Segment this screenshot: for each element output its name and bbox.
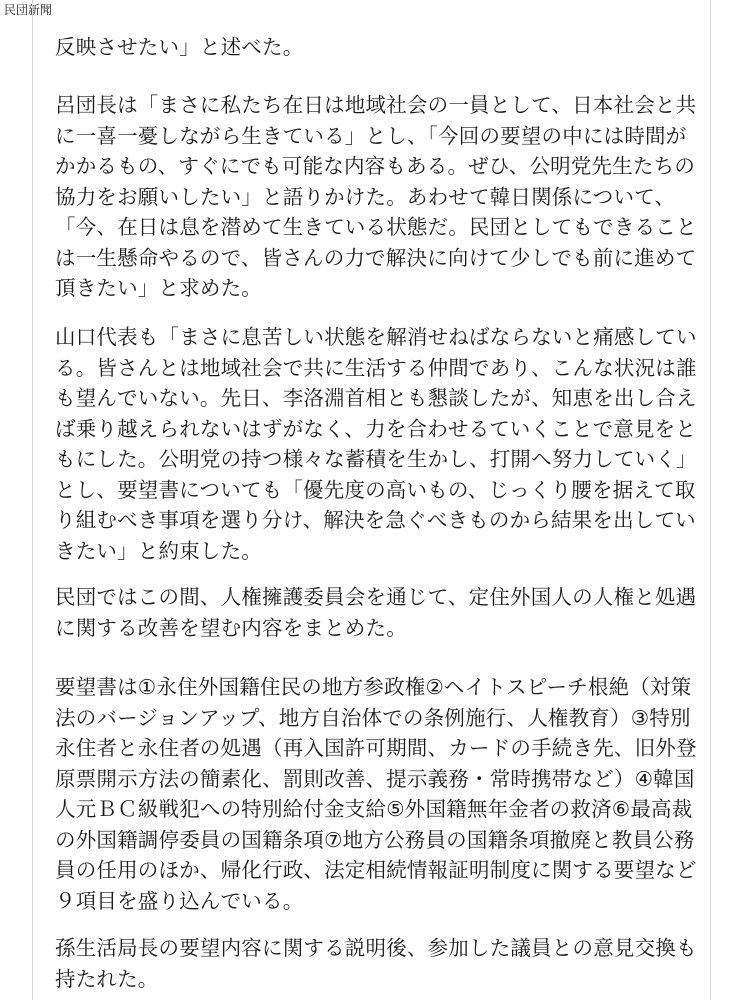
article-paragraph: 要望書は①永住外国籍住民の地方参政権②ヘイトスピーチ根絶（対策 法のバージョンアップ、地方自治体での条例施行、人権教育）③特別 永住者と永住者の処遇（再入国許可期間、カードの手続き先、旧外登 原票開示方法の簡素化、罰則改善、提示義務・常時携帯など）④韓国 人元ＢＣ級戦犯への特別給付金支給⑤外国籍無年金者の救済⑥最高裁 の外国籍調停委員の国籍条項⑦地方公務員の国籍条項撤廃と教員公務 員の任用のほか、帰化行政、法定相続情報証明制度に関する要望など ９項目を盛り込んでいる。 (55, 675, 697, 913)
article-paragraph: 孫生活局長の要望内容に関する説明後、参加した議員との意見交換も 持たれた。 (55, 936, 697, 991)
source-label: 民団新聞 (4, 3, 53, 17)
article-paragraph: 山口代表も「まさに息苦しい状態を解消せねばならないと痛感してい る。皆さんとは地域社会で共に生活する仲間であり、こんな状況は誰 も望んでいない。先日、李洛淵首相とも懇談したが、知恵を出し合え ば乗り越えられないはずがなく、力を合わせるていくことで意見をと もにした。公明党の持つ様々な蓄積を生かし、打開へ努力していく」 とし、要望書についても「優先度の高いもの、じっくり腰を据えて取 り組むべき事項を選り分け、解決を急ぐべきものから結果を出してい きたい」と約束した。 (55, 325, 697, 563)
article-paragraph: 民団ではこの間、人権擁護委員会を通じて、定住外国人の人権と処遇 に関する改善を望む内容をまとめた。 (55, 585, 697, 640)
article-body (32, 0, 711, 1000)
article-paragraph: 呂団長は「まさに私たち在日は地域社会の一員として、日本社会と共 に一喜一憂しながら生きている」とし、「今回の要望の中には時間が かかるもの、すぐにでも可能な内容もある。ぜひ、公明党先生たちの 協力をお願いしたい」と語りかけた。あわせて韓日関係について、 「今、在日は息を潜めて生きている状態だ。民団としてもできること は一生懸命やるので、皆さんの力で解決に向けて少しでも前に進めて 頂きたい」と求めた。 (55, 93, 697, 300)
article-paragraph: 反映させたい」と述べた。 (55, 35, 304, 59)
